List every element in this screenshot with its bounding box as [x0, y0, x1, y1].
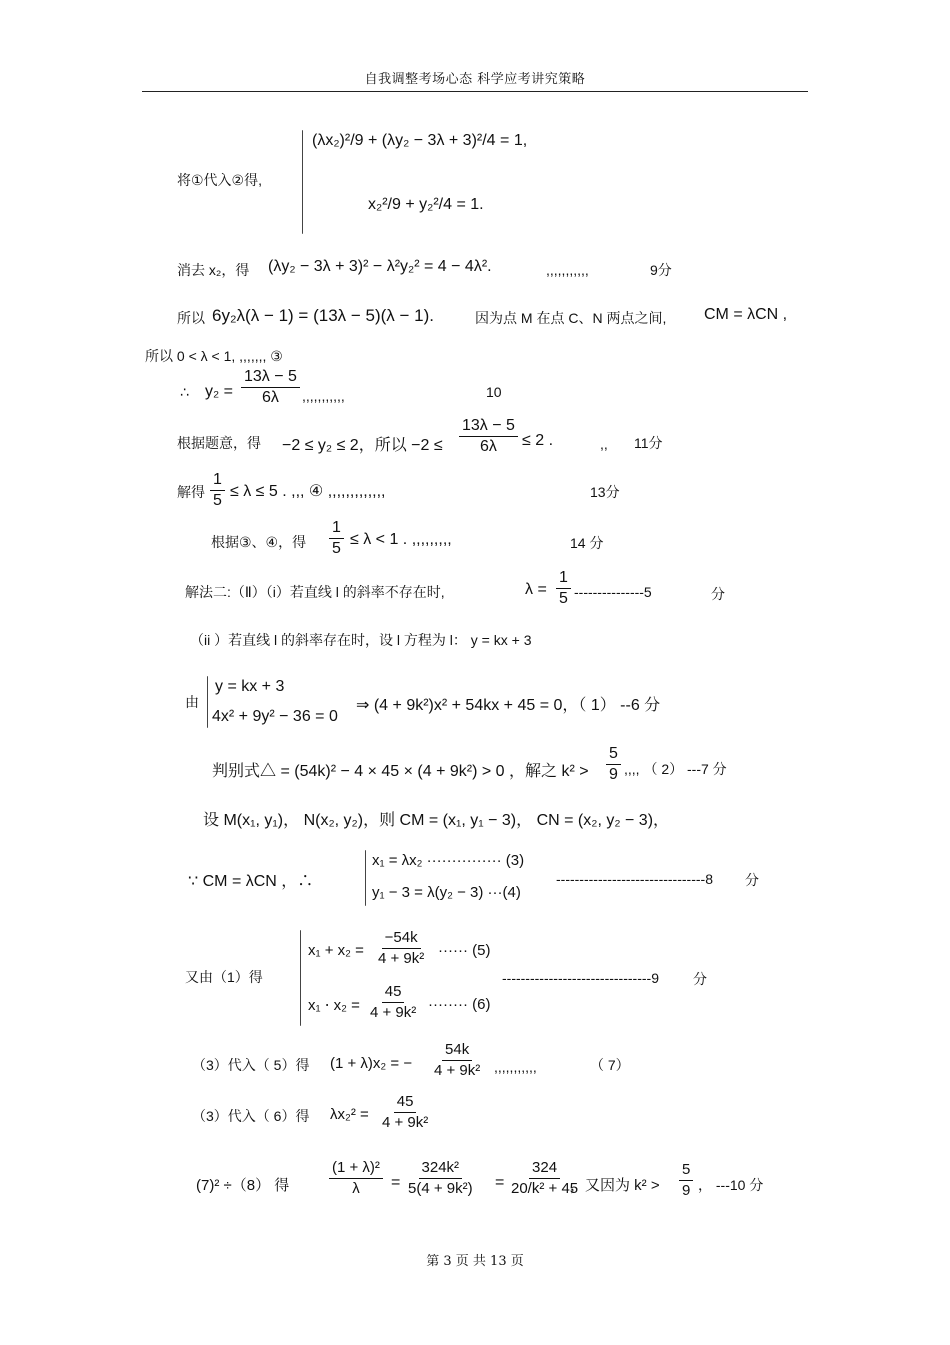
y2-fraction	[241, 367, 300, 408]
k-ratio-denominator: 5(4 + 9k²)	[408, 1180, 473, 1197]
quadratic-result: ⇒ (4 + 9k²)x² + 54kx + 45 = 0，（ 1） --6 分	[356, 697, 661, 714]
k-ratio-fraction	[405, 1158, 476, 1199]
page-header: 自我调整考场心态 科学应考讲究策略	[364, 72, 586, 87]
bound-fraction	[459, 416, 518, 457]
score-10: 10	[486, 384, 502, 400]
substitute-3-into-6-label: （3）代入（ 6）得	[192, 1108, 310, 1124]
so-label: 所以	[177, 310, 205, 326]
since-vector-relation: ∵ CM = λCN ，∴	[188, 873, 314, 890]
equation-7-numerator: 54k	[442, 1040, 472, 1061]
lambda-ratio-fraction	[329, 1158, 383, 1199]
score-dash-line: --------------------------------8	[556, 871, 713, 887]
solve-label: 解得	[177, 484, 205, 500]
score-unit: 分	[745, 872, 759, 888]
equation-7-lhs: (1 + λ)x₂ = −	[330, 1055, 413, 1072]
equals-sign: =	[495, 1174, 505, 1191]
equation-5-tag: ······ (5)	[438, 942, 491, 959]
sum-lhs: x₁ + x₂ =	[308, 942, 364, 959]
system-brace	[207, 676, 208, 728]
method-two-label: 解法二:（Ⅱ）（i）若直线 l 的斜率不存在时,	[185, 584, 445, 600]
factored-equation: 6y₂λ(λ − 1) = (13λ − 5)(λ − 1).	[212, 306, 435, 325]
substitution-label: 将①代入②得,	[177, 172, 262, 188]
fraction-numerator: 5	[679, 1160, 693, 1181]
score-dots: ,,,,,,,,,,,	[546, 262, 589, 278]
equation-6-tag: ········ (6)	[428, 996, 491, 1013]
product-lhs: x₁ ⋅ x₂ =	[308, 997, 360, 1014]
fraction-numerator: 1	[556, 568, 571, 589]
equation-8-lhs: λx₂² =	[330, 1106, 369, 1123]
score-dots: ,,	[600, 436, 608, 452]
fraction-numerator: 1	[210, 470, 225, 491]
fraction-denominator: 5	[213, 492, 222, 509]
eliminate-label: 消去 x₂，得	[177, 262, 250, 278]
equation-8-numerator: 45	[394, 1092, 417, 1113]
product-denominator: 4 + 9k²	[370, 1004, 417, 1021]
header-rule	[142, 91, 808, 92]
y2-lhs: y₂ =	[205, 383, 233, 400]
system-brace	[300, 930, 301, 1026]
simplified-numerator: 324	[529, 1158, 560, 1179]
also-from-label: 又由（1）得	[185, 969, 263, 985]
equation-7-fraction	[431, 1040, 483, 1081]
fraction-denominator: 5	[559, 590, 568, 607]
y2-bound-equation: −2 ≤ y₂ ≤ 2，所以 −2 ≤	[282, 437, 443, 454]
score-7: ,,,, （ 2） ---7 分	[624, 761, 727, 777]
sum-denominator: 4 + 9k²	[378, 950, 425, 967]
fraction-denominator: 5	[332, 540, 341, 557]
five-ninths-fraction	[606, 744, 621, 785]
lambda-ratio-denominator: λ	[352, 1180, 360, 1197]
by-problem-label: 根据题意，得	[177, 435, 261, 451]
score-dash-line: ---------------5	[574, 584, 652, 600]
vector-relation: CM = λCN ,	[704, 306, 788, 323]
discriminant-line: 判别式△ = (54k)² − 4 × 45 × (4 + 9k²) > 0 ，解之 k² >	[212, 763, 589, 780]
score-dots: ,,,,,,,,,,,	[302, 388, 345, 404]
therefore-symbol: ∴	[180, 384, 189, 400]
bound-denominator: 6λ	[480, 438, 497, 455]
one-fifth-fraction	[329, 518, 344, 559]
page-number: 第 3 页 共 13 页	[426, 1254, 524, 1269]
sum-numerator: −54k	[382, 928, 421, 949]
fraction-numerator: 5	[606, 744, 621, 765]
k-ratio-numerator: 324k²	[419, 1158, 463, 1179]
from-label: 由	[185, 694, 199, 710]
fraction-numerator: 1	[329, 518, 344, 539]
one-fifth-fraction	[556, 568, 571, 609]
points-definition: 设 M(x₁, y₁)， N(x₂, y₂)，则 CM = (x₁, y₁ − 3)， CN = (x₂, y₂ − 3)，	[203, 812, 670, 829]
five-ninths-fraction	[679, 1160, 693, 1201]
substitute-3-into-5-label: （3）代入（ 5）得	[192, 1057, 310, 1073]
bound-tail: ≤ 2 .	[522, 432, 554, 449]
sum-fraction	[375, 928, 427, 969]
score-dash-line: --------------------------------9	[502, 970, 659, 986]
score-14: 14 分	[570, 535, 604, 551]
equation-7-label: （ 7）	[590, 1057, 630, 1073]
system-equation-1: (λx₂)²/9 + (λy₂ − 3λ + 3)²/4 = 1,	[312, 132, 528, 149]
one-fifth-fraction	[210, 470, 225, 511]
product-fraction	[367, 982, 419, 1023]
slope-exists-text: （ii ）若直线 l 的斜率存在时，设 l 方程为 l： y = kx + 3	[190, 632, 532, 648]
fraction-denominator: 9	[609, 766, 618, 783]
equals-sign: =	[391, 1174, 401, 1191]
bound-numerator: 13λ − 5	[459, 416, 518, 437]
system-brace	[365, 850, 366, 906]
equation-3: x₁ = λx₂ ··············· (3)	[372, 852, 525, 869]
system-brace	[302, 130, 303, 234]
between-points-text: 因为点 M 在点 C、N 两点之间,	[475, 310, 667, 326]
lambda-range-4: ≤ λ ≤ 5 . ,,, ④ ,,,,,,,,,,,,,	[230, 483, 386, 500]
y2-denominator: 6λ	[262, 389, 279, 406]
lambda-ratio-numerator: (1 + λ)²	[329, 1158, 383, 1179]
equation-8-denominator: 4 + 9k²	[382, 1114, 429, 1131]
k-squared-condition: ，又因为 k² >	[570, 1177, 660, 1194]
eliminate-equation: (λy₂ − 3λ + 3)² − λ²y₂² = 4 − 4λ².	[268, 258, 492, 275]
equation-8-fraction	[379, 1092, 431, 1133]
fraction-denominator: 9	[682, 1182, 691, 1199]
simplified-denominator: 20/k² + 45	[511, 1180, 579, 1197]
score-unit: 分	[711, 586, 725, 602]
equation-7-denominator: 4 + 9k²	[434, 1062, 481, 1079]
score-dots: ,,,,,,,,,,,	[494, 1059, 537, 1075]
divide-7-by-8-label: (7)² ÷（8） 得	[196, 1177, 290, 1194]
system-equation-2: x₂²/9 + y₂²/4 = 1.	[368, 196, 484, 213]
score-13: 13分	[590, 484, 620, 500]
combine-label: 根据③、④，得	[211, 534, 307, 550]
score-9: 9分	[650, 262, 672, 278]
final-lambda-range: ≤ λ < 1 . ,,,,,,,,,	[350, 531, 452, 548]
y2-numerator: 13λ − 5	[241, 367, 300, 388]
line-equation: y = kx + 3	[215, 678, 285, 695]
product-numerator: 45	[382, 982, 405, 1003]
ellipse-equation: 4x² + 9y² − 36 = 0	[212, 708, 338, 725]
score-10-final: ， ---10 分	[698, 1177, 764, 1193]
lambda-lhs: λ =	[525, 581, 547, 598]
lambda-range-3: 所以 0 < λ < 1, ,,,,,,, ③	[145, 348, 283, 364]
score-unit: 分	[693, 971, 707, 987]
equation-4: y₁ − 3 = λ(y₂ − 3) ···(4)	[372, 884, 521, 901]
score-11: 11分	[634, 435, 663, 451]
